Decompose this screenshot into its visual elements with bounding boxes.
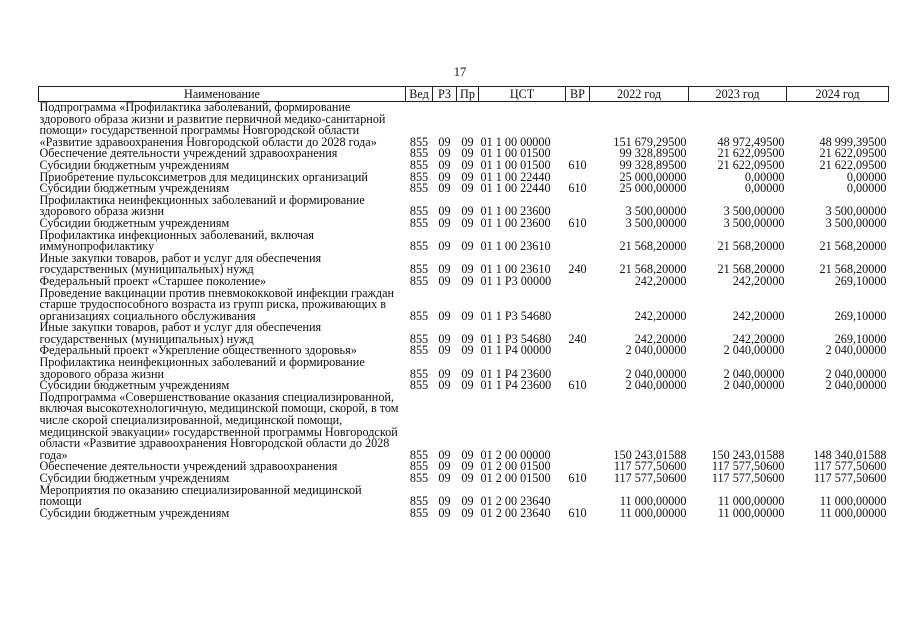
cell-name: Субсидии бюджетным учреждениям	[39, 181, 230, 196]
cell-vr: 610	[568, 157, 587, 172]
cell-2023: 21 622,09500	[717, 146, 785, 161]
cell-pr: 09	[461, 273, 474, 288]
cell-ved: 855	[409, 273, 429, 288]
cell-2022: 242,20000	[634, 273, 687, 288]
table-row	[39, 322, 889, 345]
cell-2022: 11 000,00000	[619, 494, 687, 509]
header-vr: ВР	[566, 87, 590, 102]
cell-name: Приобретение пульсоксиметров для медицинских организаций	[39, 169, 368, 184]
cell-pr: 09	[461, 134, 474, 149]
cell-rz: 09	[438, 146, 451, 161]
cell-2022: 117 577,50600	[613, 471, 687, 485]
cell-2024: 11 000,00000	[819, 494, 887, 509]
cell-vr: 610	[568, 181, 587, 196]
cell-name: Федеральный проект «Укрепление общественного здоровья»	[39, 343, 357, 358]
cell-2024: 2 040,00000	[825, 343, 887, 358]
cell-vr	[566, 392, 590, 462]
cell-pr: 09	[461, 447, 474, 462]
cell-rz: 09	[438, 239, 451, 254]
cell-ved: 855	[409, 262, 429, 277]
cell-2023: 0,00000	[744, 169, 785, 184]
cell-2022: 2 040,00000	[625, 366, 687, 381]
cell-pr: 09	[461, 181, 474, 196]
cell-ved: 855	[409, 134, 429, 149]
cell-vr	[566, 288, 590, 323]
cell-name: Подпрограмма «Профилактика заболеваний, формирование здорового образа жизни и развитие первичной медико-санитарной помощи» государственной программы Новгородской области «Развитие здравоохранения Новгородской области до 2028 года»	[39, 100, 386, 149]
cell-cst: 01 1 00 01500	[480, 157, 551, 172]
cell-name: Субсидии бюджетным учреждениям	[39, 378, 230, 393]
cell-name: Профилактика неинфекционных заболеваний и формирование здорового образа жизни	[39, 355, 365, 381]
cell-2024: 21 568,20000	[819, 239, 887, 254]
cell-vr	[566, 345, 590, 357]
cell-cst: 01 1 P3 54680	[480, 308, 552, 323]
cell-rz: 09	[438, 262, 451, 277]
table-row	[39, 508, 889, 520]
cell-name: Субсидии бюджетным учреждениям	[39, 505, 230, 520]
cell-name: Иные закупки товаров, работ и услуг для обеспечения государственных (муниципальных) нужд	[39, 250, 322, 277]
cell-2022: 117 577,50600	[613, 459, 687, 474]
cell-2023: 21 568,20000	[717, 239, 785, 254]
header-2024: 2024 год	[787, 87, 889, 102]
cell-pr: 09	[461, 262, 474, 277]
cell-rz: 09	[438, 505, 451, 520]
cell-ved: 855	[409, 239, 429, 254]
cell-vr: 610	[568, 471, 587, 485]
cell-cst: 01 1 00 23600	[480, 204, 551, 219]
cell-ved: 855	[409, 204, 429, 219]
cell-rz: 09	[438, 447, 451, 462]
header-cst: ЦСТ	[479, 87, 566, 102]
cell-2022: 25 000,00000	[619, 169, 687, 184]
cell-pr: 09	[461, 331, 474, 346]
cell-2022: 242,20000	[634, 331, 687, 346]
cell-rz: 09	[438, 273, 451, 288]
cell-name: Обеспечение деятельности учреждений здравоохранения	[39, 146, 338, 161]
cell-pr: 09	[461, 204, 474, 219]
cell-pr: 09	[461, 146, 474, 161]
cell-cst: 01 1 00 23610	[480, 239, 551, 254]
cell-rz: 09	[438, 494, 451, 509]
cell-pr: 09	[461, 378, 474, 393]
table-row	[39, 230, 889, 253]
cell-2022: 99 328,89500	[619, 146, 687, 161]
cell-ved: 855	[409, 181, 429, 196]
cell-2022: 151 679,29500	[613, 134, 687, 149]
cell-ved: 855	[409, 157, 429, 172]
cell-ved: 855	[409, 169, 429, 184]
table-body	[39, 102, 889, 520]
cell-vr: 240	[568, 331, 587, 346]
table-row	[39, 288, 889, 323]
cell-rz: 09	[438, 204, 451, 219]
cell-rz: 09	[438, 343, 451, 358]
cell-vr	[566, 276, 590, 288]
cell-vr: 610	[568, 505, 587, 520]
table-row	[39, 485, 889, 508]
cell-vr	[566, 102, 590, 149]
cell-cst: 01 1 00 23610	[480, 262, 551, 277]
cell-2024: 2 040,00000	[825, 378, 887, 393]
cell-2022: 21 568,20000	[619, 262, 687, 277]
cell-cst: 01 1 00 01500	[480, 146, 551, 161]
cell-2023: 2 040,00000	[723, 366, 785, 381]
table-row	[39, 357, 889, 380]
cell-rz: 09	[438, 134, 451, 149]
cell-2023: 2 040,00000	[723, 378, 785, 393]
cell-name: Профилактика неинфекционных заболеваний и формирование здорового образа жизни	[39, 192, 365, 219]
cell-vr: 240	[568, 262, 587, 277]
cell-2022: 150 243,01588	[613, 447, 687, 462]
cell-ved: 855	[409, 343, 429, 358]
cell-rz: 09	[438, 169, 451, 184]
cell-ved: 855	[409, 146, 429, 161]
cell-ved: 855	[409, 366, 429, 381]
cell-pr: 09	[461, 459, 474, 474]
cell-cst: 01 1 P3 54680	[480, 331, 552, 346]
cell-rz: 09	[438, 308, 451, 323]
cell-2023: 242,20000	[732, 331, 785, 346]
cell-2024: 269,10000	[834, 331, 887, 346]
cell-vr	[566, 357, 590, 380]
cell-2023: 48 972,49500	[717, 134, 785, 149]
cell-2023: 150 243,01588	[711, 447, 785, 462]
cell-2022: 2 040,00000	[625, 343, 687, 358]
cell-pr: 09	[461, 366, 474, 381]
cell-name: Субсидии бюджетным учреждениям	[39, 471, 230, 485]
cell-rz: 09	[438, 181, 451, 196]
cell-2023: 117 577,50600	[711, 459, 785, 474]
cell-cst: 01 1 P4 23600	[480, 378, 552, 393]
cell-2023: 21 568,20000	[717, 262, 785, 277]
cell-cst: 01 2 00 01500	[480, 459, 551, 474]
cell-ved: 855	[409, 494, 429, 509]
cell-ved: 855	[409, 459, 429, 474]
cell-cst: 01 1 P4 23600	[480, 366, 552, 381]
cell-2024: 3 500,00000	[825, 215, 887, 230]
cell-ved: 855	[409, 331, 429, 346]
cell-name: Подпрограмма «Совершенствование оказания специализированной, включая высокотехнологичную, медицинской помощи, скорой, в том числе скорой специализированной, медицинской помощи, медицинской эвакуации» государственной программы Новгородской области «Развитие здравоохранения Новгородской области до 2028 года»	[39, 389, 399, 462]
cell-rz: 09	[438, 157, 451, 172]
cell-rz: 09	[438, 459, 451, 474]
cell-pr: 09	[461, 308, 474, 323]
cell-2022: 21 568,20000	[619, 239, 687, 254]
cell-pr: 09	[461, 494, 474, 509]
cell-2023: 11 000,00000	[717, 494, 785, 509]
cell-vr: 610	[568, 215, 587, 230]
cell-pr: 09	[461, 505, 474, 520]
cell-2023: 11 000,00000	[717, 505, 785, 520]
cell-2023: 242,20000	[732, 308, 785, 323]
cell-name: Обеспечение деятельности учреждений здравоохранения	[39, 459, 338, 474]
header-pr: Пр	[457, 87, 479, 102]
cell-2024: 0,00000	[846, 169, 887, 184]
cell-2023: 117 577,50600	[711, 471, 785, 485]
cell-2024: 2 040,00000	[825, 366, 887, 381]
cell-vr: 610	[568, 378, 587, 393]
cell-vr	[566, 195, 590, 218]
cell-name: Мероприятия по оказанию специализированной медицинской помощи	[39, 482, 362, 509]
cell-cst: 01 2 00 00000	[480, 447, 551, 462]
cell-pr: 09	[461, 471, 474, 485]
cell-rz: 09	[438, 215, 451, 230]
cell-cst: 01 2 00 01500	[480, 471, 551, 485]
header-rz: РЗ	[433, 87, 457, 102]
cell-2024: 117 577,50600	[813, 471, 887, 485]
cell-2024: 269,10000	[834, 273, 887, 288]
cell-2024: 269,10000	[834, 308, 887, 323]
cell-cst: 01 1 00 22440	[480, 169, 551, 184]
cell-2022: 11 000,00000	[619, 505, 687, 520]
budget-table	[38, 86, 889, 519]
cell-2024: 3 500,00000	[825, 204, 887, 219]
cell-ved: 855	[409, 215, 429, 230]
cell-2023: 242,20000	[732, 273, 785, 288]
cell-rz: 09	[438, 471, 451, 485]
cell-cst: 01 2 00 23640	[480, 505, 551, 520]
header-name: Наименование	[39, 87, 406, 102]
cell-ved: 855	[409, 471, 429, 485]
cell-2022: 99 328,89500	[619, 157, 687, 172]
cell-pr: 09	[461, 239, 474, 254]
header-ved: Вед	[406, 87, 433, 102]
cell-2024: 148 340,01588	[813, 447, 887, 462]
cell-rz: 09	[438, 366, 451, 381]
cell-2024: 48 999,39500	[819, 134, 887, 149]
cell-ved: 855	[409, 378, 429, 393]
cell-name: Проведение вакцинации против пневмококковой инфекции граждан старше трудоспособного возраста из групп риска, проживающих в организациях социального обслуживания	[39, 285, 395, 323]
cell-2024: 21 568,20000	[819, 262, 887, 277]
cell-2024: 21 622,09500	[819, 146, 887, 161]
cell-vr	[566, 485, 590, 508]
cell-cst: 01 1 00 22440	[480, 181, 551, 196]
cell-2022: 3 500,00000	[625, 215, 687, 230]
cell-2022: 25 000,00000	[619, 181, 687, 196]
cell-cst: 01 1 P4 00000	[480, 343, 552, 358]
cell-name: Субсидии бюджетным учреждениям	[39, 157, 230, 172]
page-number: 17	[453, 65, 467, 79]
table-row	[39, 102, 889, 149]
cell-2024: 117 577,50600	[813, 459, 887, 474]
cell-ved: 855	[409, 505, 429, 520]
cell-rz: 09	[438, 378, 451, 393]
table-row	[39, 195, 889, 218]
cell-2024: 0,00000	[846, 181, 887, 196]
cell-2022: 2 040,00000	[625, 378, 687, 393]
cell-name: Профилактика инфекционных заболеваний, включая иммунопрофилактику	[39, 227, 315, 254]
cell-pr: 09	[461, 343, 474, 358]
cell-2022: 3 500,00000	[625, 204, 687, 219]
cell-cst: 01 1 P3 00000	[480, 273, 552, 288]
cell-rz: 09	[438, 331, 451, 346]
cell-pr: 09	[461, 157, 474, 172]
cell-vr	[566, 230, 590, 253]
cell-cst: 01 2 00 23640	[480, 494, 551, 509]
cell-name: Федеральный проект «Старшее поколение»	[39, 273, 267, 288]
cell-cst: 01 1 00 00000	[480, 134, 551, 149]
cell-2024: 11 000,00000	[819, 505, 887, 520]
table-row	[39, 392, 889, 462]
table-row	[39, 253, 889, 276]
cell-2024: 21 622,09500	[819, 157, 887, 172]
header-2023: 2023 год	[689, 87, 787, 102]
header-2022: 2022 год	[590, 87, 689, 102]
cell-pr: 09	[461, 215, 474, 230]
cell-2023: 3 500,00000	[723, 204, 785, 219]
cell-2023: 2 040,00000	[723, 343, 785, 358]
cell-2023: 21 622,09500	[717, 157, 785, 172]
cell-ved: 855	[409, 308, 429, 323]
cell-ved: 855	[409, 447, 429, 462]
cell-2022: 242,20000	[634, 308, 687, 323]
cell-2023: 0,00000	[744, 181, 785, 196]
cell-name: Иные закупки товаров, работ и услуг для обеспечения государственных (муниципальных) нужд	[39, 320, 322, 346]
cell-name: Субсидии бюджетным учреждениям	[39, 215, 230, 230]
cell-cst: 01 1 00 23600	[480, 215, 551, 230]
cell-pr: 09	[461, 169, 474, 184]
cell-2023: 3 500,00000	[723, 215, 785, 230]
